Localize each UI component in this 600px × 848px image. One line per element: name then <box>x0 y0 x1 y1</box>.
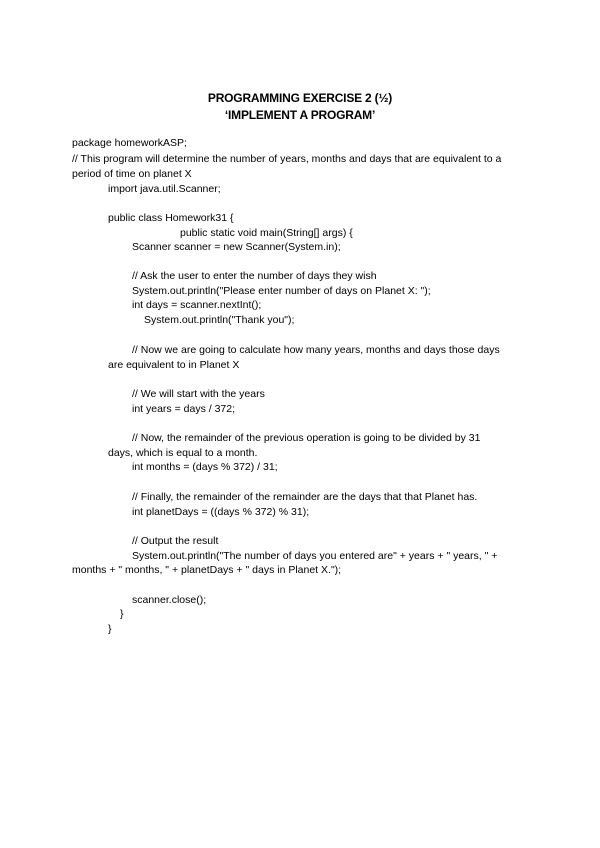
document-title: PROGRAMMING EXERCISE 2 (½) <box>207 91 393 105</box>
code-line-comment-calc: // Now we are going to calculate how many years, months and days those days <box>132 344 500 356</box>
code-line-close-main: } <box>120 608 124 620</box>
code-line-int-years: int years = days / 372; <box>132 403 236 415</box>
code-line-println-result: System.out.println("The number of days you entered are" + years + " years, " + <box>132 550 498 562</box>
code-line-scanner-close: scanner.close(); <box>132 594 207 606</box>
code-line-println-prompt: System.out.println("Please enter number of days on Planet X: "); <box>132 285 431 297</box>
code-line-close-class: } <box>108 623 112 635</box>
code-line-comment-finally: // Finally, the remainder of the remainder are the days that that Planet has. <box>132 491 478 503</box>
code-line-println-result-cont: months + " months, " + planetDays + " days in Planet X."); <box>72 564 342 576</box>
code-line-println-thanks: System.out.println("Thank you"); <box>144 314 295 326</box>
code-line-int-months: int months = (days % 372) / 31; <box>132 461 278 473</box>
code-line-comment-intro-cont: period of time on planet X <box>72 168 192 180</box>
code-line-comment-years: // We will start with the years <box>132 388 265 400</box>
code-line-comment-output: // Output the result <box>132 535 219 547</box>
code-line-class-decl: public class Homework31 { <box>108 212 234 224</box>
code-line-package: package homeworkASP; <box>72 137 187 149</box>
code-line-comment-remainder-cont: days, which is equal to a month. <box>108 447 258 459</box>
code-line-comment-intro: // This program will determine the number of years, months and days that are equivalent to a <box>72 153 502 165</box>
code-line-scanner-decl: Scanner scanner = new Scanner(System.in); <box>132 241 341 253</box>
code-line-int-planet-days: int planetDays = ((days % 372) % 31); <box>132 506 310 518</box>
code-line-int-days: int days = scanner.nextInt(); <box>132 299 262 311</box>
code-line-import: import java.util.Scanner; <box>108 183 221 195</box>
code-line-main-decl: public static void main(String[] args) { <box>180 227 353 239</box>
code-line-comment-calc-cont: are equivalent to in Planet X <box>108 359 240 371</box>
document-subtitle: ‘IMPLEMENT A PROGRAM’ <box>224 108 376 122</box>
code-line-comment-remainder: // Now, the remainder of the previous operation is going to be divided by 31 <box>132 432 481 444</box>
code-line-comment-ask: // Ask the user to enter the number of days they wish <box>132 270 377 282</box>
